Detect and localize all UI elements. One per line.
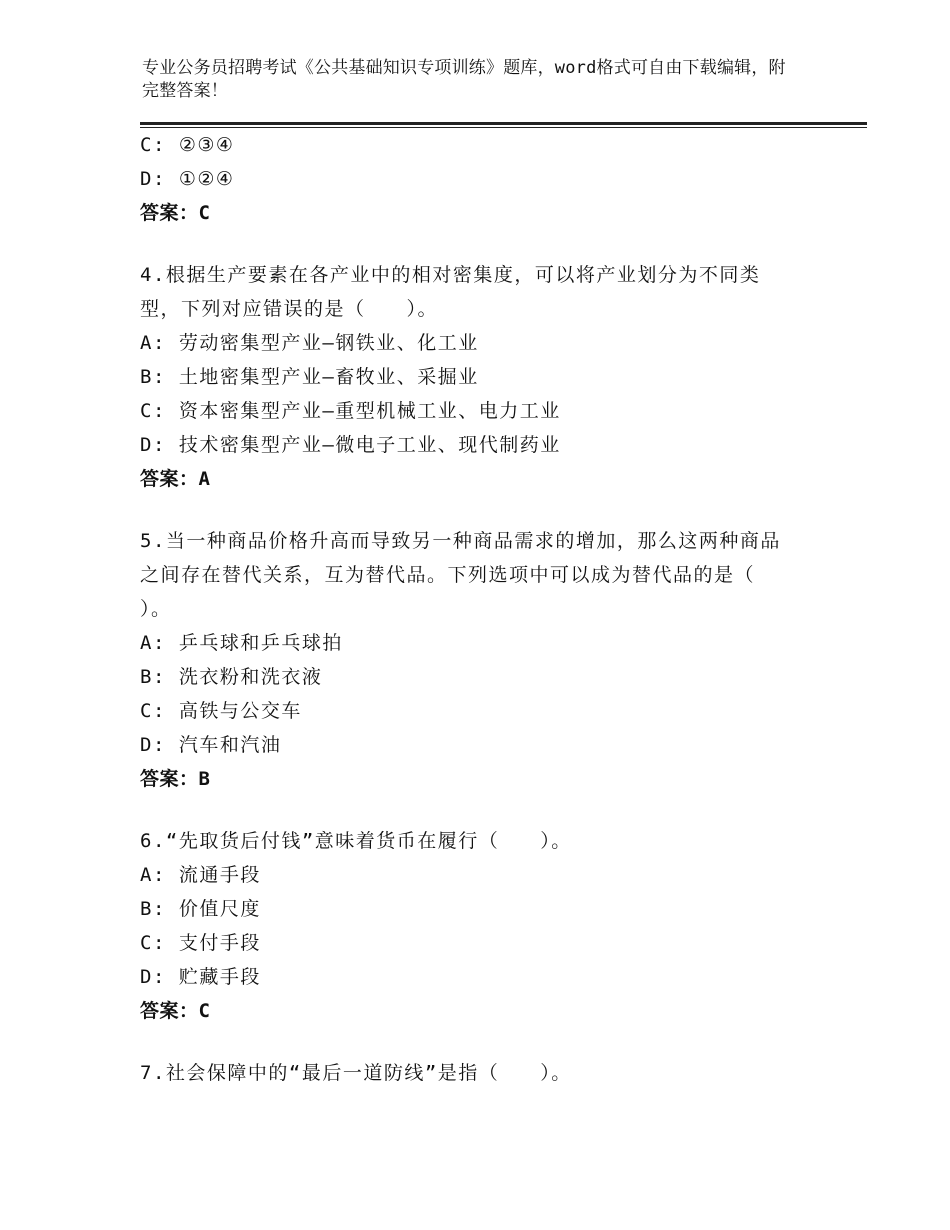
option-a: A: 流通手段 <box>140 864 261 886</box>
page-header: 专业公务员招聘考试《公共基础知识专项训练》题库，word格式可自由下载编辑，附完整答案！ <box>142 58 786 101</box>
question-stem: 4.根据生产要素在各产业中的相对密集度，可以将产业划分为不同类型，下列对应错误的是（ ）。 <box>140 264 761 320</box>
option-a: A: 劳动密集型产业—钢铁业、化工业 <box>140 332 479 354</box>
option-d: D: 技术密集型产业—微电子工业、现代制药业 <box>140 434 561 456</box>
answer: 答案：B <box>140 768 211 790</box>
question-stem: 6.“先取货后付钱”意味着货币在履行（ ）。 <box>140 830 572 852</box>
option-b: B: 价值尺度 <box>140 898 261 920</box>
option-d: D: ①②④ <box>140 168 235 190</box>
answer: 答案：C <box>140 202 211 224</box>
option-c: C: 支付手段 <box>140 932 261 954</box>
question-stem: 5.当一种商品价格升高而导致另一种商品需求的增加，那么这两种商品之间存在替代关系，互为替代品。下列选项中可以成为替代品的是（ ）。 <box>140 530 797 620</box>
option-c: C: 资本密集型产业—重型机械工业、电力工业 <box>140 400 561 422</box>
option-c: C: 高铁与公交车 <box>140 700 302 722</box>
option-a: A: 乒乓球和乒乓球拍 <box>140 632 343 654</box>
option-b: B: 土地密集型产业—畜牧业、采掘业 <box>140 366 479 388</box>
question-list <box>140 128 800 1090</box>
answer: 答案：C <box>140 1000 211 1022</box>
answer: 答案：A <box>140 468 211 490</box>
option-c: C: ②③④ <box>140 134 235 156</box>
question-stem: 7.社会保障中的“最后一道防线”是指（ ）。 <box>140 1062 572 1084</box>
option-d: D: 贮藏手段 <box>140 966 261 988</box>
option-d: D: 汽车和汽油 <box>140 734 282 756</box>
option-b: B: 洗衣粉和洗衣液 <box>140 666 323 688</box>
